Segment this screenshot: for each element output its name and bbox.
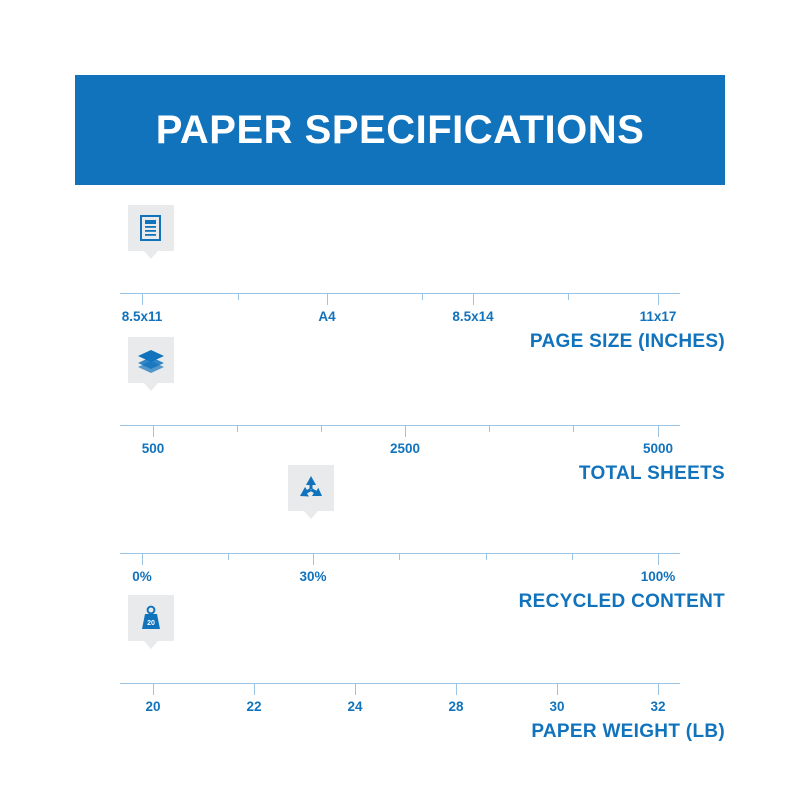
axis-tick — [473, 293, 474, 305]
axis-line-total-sheets — [120, 425, 680, 426]
axis-tick — [658, 425, 659, 437]
tick-label: A4 — [318, 309, 336, 324]
axis-tick — [572, 553, 573, 560]
row-caption-recycled-content: RECYCLED CONTENT — [518, 591, 725, 612]
axis-tick — [237, 425, 238, 432]
axis-tick — [658, 553, 659, 565]
axis-tick — [405, 425, 406, 437]
row-caption-total-sheets: TOTAL SHEETS — [578, 463, 725, 484]
axis-tick — [238, 293, 239, 300]
tick-label: 5000 — [642, 441, 674, 456]
axis-tick — [658, 683, 659, 695]
tick-label: 28 — [448, 699, 464, 714]
svg-text:20: 20 — [147, 620, 155, 627]
stack-icon — [128, 337, 174, 383]
axis-tick — [327, 293, 328, 305]
axis-tick — [568, 293, 569, 300]
tick-label: 32 — [650, 699, 666, 714]
axis-tick — [313, 553, 314, 565]
tick-label: 20 — [145, 699, 161, 714]
axis-line-recycled-content — [120, 553, 680, 554]
axis-line-page-size — [120, 293, 680, 294]
recycle-icon — [288, 465, 334, 511]
tick-label: 8.5x11 — [121, 309, 163, 324]
tick-label: 100% — [640, 569, 676, 584]
axis-tick — [456, 683, 457, 695]
axis-tick — [228, 553, 229, 560]
axis-tick — [153, 425, 154, 437]
axis-tick — [573, 425, 574, 432]
axis-tick — [489, 425, 490, 432]
page-title: PAPER SPECIFICATIONS — [155, 107, 645, 152]
axis-tick — [399, 553, 400, 560]
axis-tick — [153, 683, 154, 695]
row-caption-paper-weight: PAPER WEIGHT (LB) — [531, 721, 725, 742]
tick-label: 8.5x14 — [452, 309, 494, 324]
axis-tick — [422, 293, 423, 300]
paper-specifications-card — [75, 75, 725, 742]
axis-tick — [486, 553, 487, 560]
tick-label: 30 — [549, 699, 565, 714]
axis-tick — [557, 683, 558, 695]
tick-label: 24 — [347, 699, 363, 714]
axis-tick — [142, 553, 143, 565]
tick-label: 2500 — [389, 441, 421, 456]
axis-tick — [321, 425, 322, 432]
document-icon — [128, 205, 174, 251]
tick-label: 11x17 — [639, 309, 677, 324]
row-caption-page-size: PAGE SIZE (INCHES) — [529, 331, 725, 352]
tick-label: 0% — [132, 569, 152, 584]
axis-tick — [254, 683, 255, 695]
axis-line-paper-weight — [120, 683, 680, 684]
axis-tick — [658, 293, 659, 305]
axis-tick — [142, 293, 143, 305]
tick-label: 500 — [141, 441, 165, 456]
axis-tick — [355, 683, 356, 695]
tick-label: 30% — [299, 569, 327, 584]
tick-label: 22 — [246, 699, 262, 714]
weight-icon — [128, 595, 174, 641]
